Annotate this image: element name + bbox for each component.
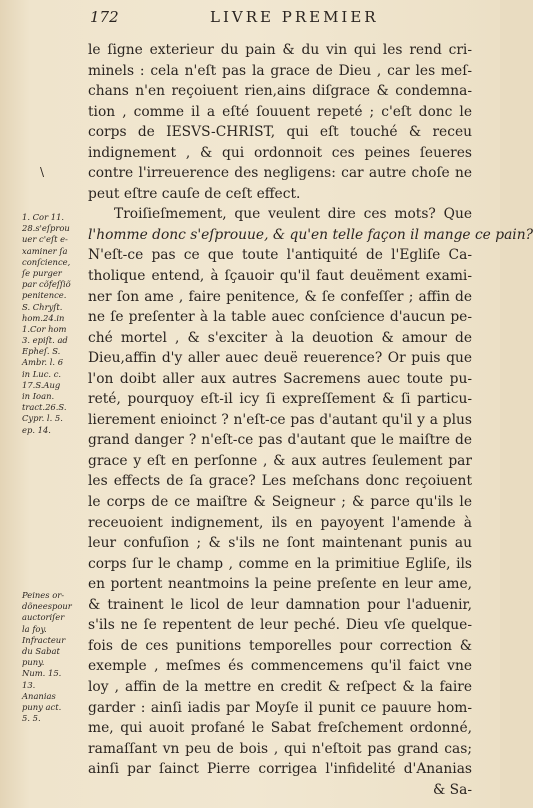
running-head: LIVRE PREMIER [210, 8, 379, 26]
text-line: en portent neantmoins la peine preſente en leur ame, [88, 576, 472, 593]
margin-note-line: S. Chryſt. [22, 301, 63, 312]
text-line: indignement , & qui ordonnoit ces peines ſeueres [88, 144, 472, 161]
margin-note-line: Cypr. l. 5. [22, 413, 63, 424]
margin-mark: \ [40, 165, 45, 179]
margin-note-line: ep. 14. [22, 424, 51, 435]
margin-note-line: 17.S.Aug [22, 379, 61, 390]
margin-note-line: auctoriſer [22, 612, 65, 623]
margin-note-line: Infracteur [22, 634, 66, 645]
text-line: s'ils ne ſe repentent de leur peché. Dieu vſe quelque- [88, 617, 472, 634]
text-line: chans n'en reçoiuent rien,ains diſgrace & condemna- [88, 83, 472, 100]
catchword: & Sa- [432, 781, 472, 798]
text-line: N'eſt-ce pas ce que toute l'antiquité de l'Egliſe Ca- [88, 247, 472, 264]
margin-note-line: 5. 5. [22, 713, 41, 724]
text-line: peut eſtre cauſe de ceſt effect. [88, 185, 301, 202]
margin-note-line: 13. [22, 679, 36, 690]
text-line: grace y eſt en perſonne , & aux autres ſeulement par [88, 452, 472, 469]
text-line: exemple , meſmes és commencemens qu'il faict vne [88, 658, 472, 675]
margin-note-line: 1. Cor 11. [22, 212, 65, 222]
margin-note-line: du Sabat [22, 645, 60, 656]
margin-note-line: in Ioan. [22, 391, 55, 401]
text-line: Troiſieſmement, que veulent dire ces mots? Que [114, 206, 472, 223]
text-line: tholique entend, à ſçauoir qu'il faut deuëment exami- [88, 268, 472, 285]
text-line: leur confuſion ; & s'ils ne ſont maintenant punis au [88, 535, 472, 552]
margin-note-line: 3. epiſt. ad [22, 335, 68, 346]
text-line: ainſi par ſainct Pierre corrigea l'infidelité d'Ananias [88, 761, 472, 778]
text-line: lierement enioinct ? n'eſt-ce pas d'autant qu'il y a plus [88, 411, 472, 428]
text-line: Dieu,affin d'y aller auec deuë reuerence? Or puis que [88, 350, 472, 367]
text-line: ché mortel , & s'exciter à la deuotion & amour de [88, 329, 472, 346]
margin-note-line: puny act. [22, 701, 62, 712]
main-text [88, 40, 533, 800]
text-line: corps de IESVS-CHRIST, qui eſt touché & receu [88, 124, 472, 141]
margin-note-line: in Luc. c. [22, 368, 62, 379]
text-line: contre l'irreuerence des negligens: car autre choſe ne [88, 165, 472, 182]
text-line: ne ſe preſenter à la table auec conſcience d'aucun pe- [88, 309, 472, 326]
text-line: ramaſſant vn peu de bois , qui n'eſtoit pas grand cas; [88, 740, 472, 757]
margin-note-line: penitence. [22, 290, 67, 301]
margin-note-line: la foy. [22, 623, 47, 634]
text-line: les effects de ſa grace? Les meſchans donc reçoiuent [88, 473, 472, 490]
margin-note-line: Ananias [22, 690, 56, 701]
margin-note-line: 28.s'eſprou [22, 223, 70, 234]
text-line: le corps de ce maiſtre & Seigneur ; & parce qu'ils le [88, 494, 472, 511]
text-line: loy , affin de la mettre en credit & reſpect & la faire [88, 678, 472, 695]
margin-note-line: conſcience, [22, 256, 71, 267]
margin-note-line: 1.Cor hom [22, 323, 67, 334]
margin-note-line: par cõfeſſiõ [22, 279, 71, 290]
text-line: le ſigne exterieur du pain & du vin qui les rend cri- [88, 42, 472, 58]
text-line: grand danger ? n'eſt-ce pas d'autant que le maiſtre de [88, 432, 472, 449]
margin-note-line: Peines or- [22, 590, 65, 600]
margin-note-line: xaminer ſa [22, 245, 68, 256]
text-line-quote: l'homme donc s'eſprouue, & qu'en telle façon il mange ce pain? [88, 226, 533, 243]
text-line: me, qui auoit profané le Sabat freſchement ordonné, [88, 720, 472, 737]
margin-note-line: Ambr. l. 6 [22, 357, 64, 368]
margin-note-line: puny. [22, 657, 45, 668]
text-line: minels : cela n'eſt pas la grace de Dieu , car les meſ- [88, 62, 472, 79]
margin-note-line: hom.24.in [22, 312, 65, 323]
text-line: ner ſon ame , faire penitence, & ſe confeſſer ; affin de [88, 288, 472, 305]
margin-note-line: Epheſ. S. [22, 346, 61, 357]
margin-notes-bottom [22, 590, 82, 724]
margin-note-line: Num. 15. [22, 668, 62, 679]
text-line: fois de ces punitions temporelles pour correction & [88, 637, 472, 654]
text-line: & trainent le licol de leur damnation pour l'aduenir, [88, 596, 472, 613]
text-line: l'on doibt aller aux autres Sacremens auec toute pu- [88, 370, 472, 387]
text-line: reté, pourquoy eſt-il icy ſi expreſſement & ſi particu- [88, 391, 472, 408]
text-line: corps ſur le champ , comme en la primitiue Egliſe, ils [88, 555, 472, 572]
page-header [0, 2, 500, 30]
margin-note-line: dõneespour [22, 601, 72, 612]
margin-note-line: tract.26.S. [22, 402, 67, 413]
page-number: 172 [90, 8, 119, 26]
text-line: garder : ainſi iadis par Moyſe il punit ce pauure hom- [88, 699, 472, 716]
margin-notes-top [22, 212, 82, 436]
margin-note-line: uer c'eſt e- [22, 234, 68, 245]
text-line: tion , comme il a eſté ſouuent repeté ; c'eſt donc le [88, 103, 472, 120]
text-line: receuoient indignement, ils en payoyent l'amende à [88, 514, 472, 531]
margin-note-line: ſe purger [22, 267, 62, 278]
